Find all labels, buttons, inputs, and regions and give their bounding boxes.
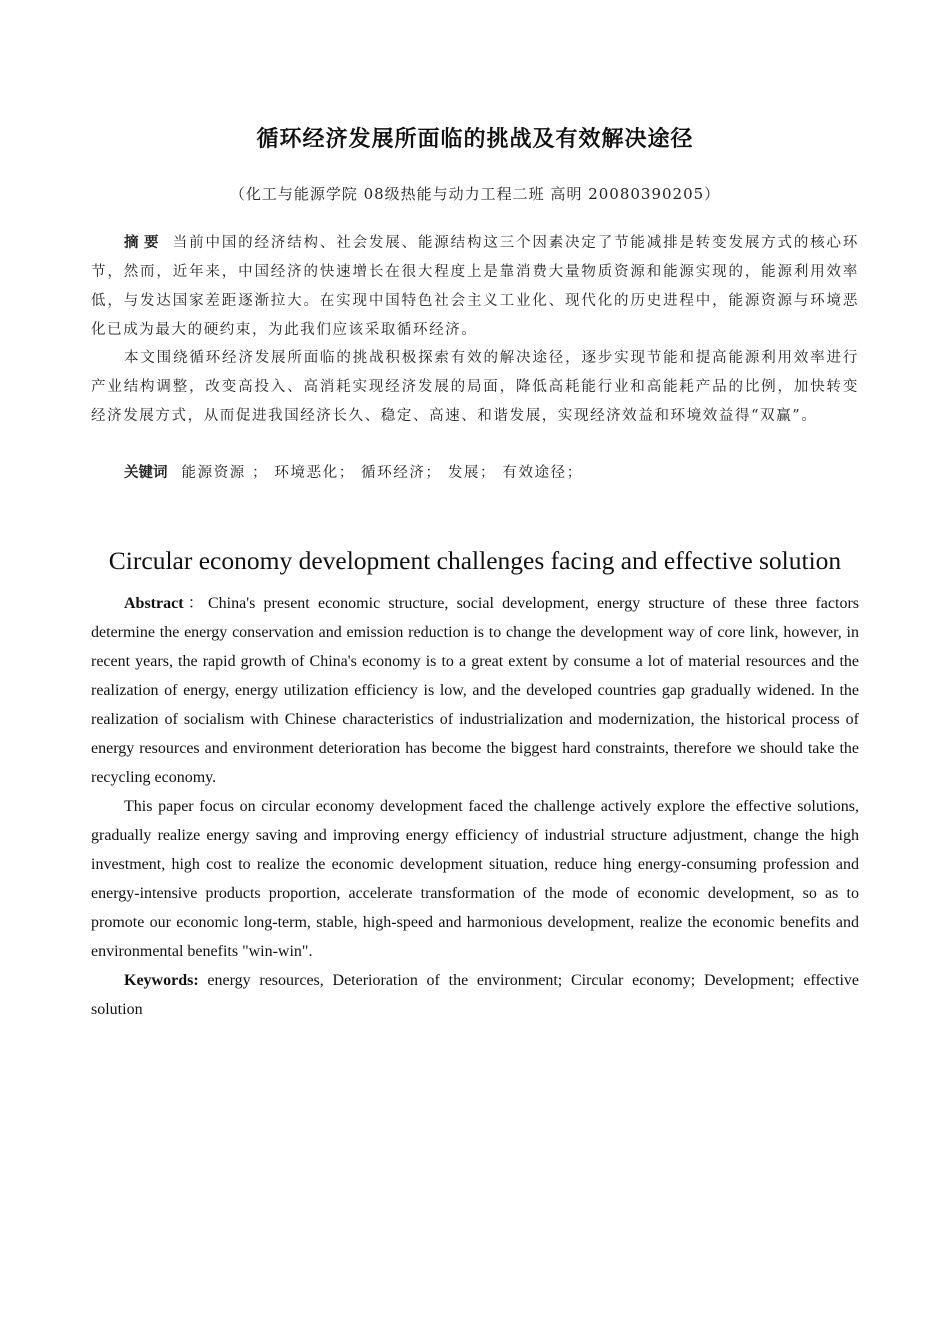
chinese-abstract-paragraph-1 <box>91 229 859 345</box>
english-abstract-separator: ： <box>183 595 208 612</box>
chinese-abstract-text-1: 当前中国的经济结构、社会发展、能源结构这三个因素决定了节能减排是转变发展方式的核心环节，然而，近年来，中国经济的快速增长在很大程度上是靠消费大量物质资源和能源实现的，能源利用效率低，与发达国家差距逐渐拉大。在实现中国特色社会主义工业化、现代化的历史进程中，能源资源与环境恶化已成为最大的硬约束，为此我们应该采取循环经济。 <box>91 235 859 338</box>
chinese-abstract-label: 摘 要 <box>124 235 159 251</box>
english-abstract-paragraph-1 <box>91 589 859 792</box>
english-keywords <box>91 966 859 1024</box>
author-line: （化工与能源学院 08级热能与动力工程二班 高明 20080390205） <box>229 185 721 203</box>
chinese-keywords-label: 关键词 <box>124 465 168 481</box>
chinese-title: 循环经济发展所面临的挑战及有效解决途径 <box>256 127 694 152</box>
chinese-abstract-paragraph-2: 本文围绕循环经济发展所面临的挑战积极探索有效的解决途径，逐步实现节能和提高能源利用效率进行产业结构调整，改变高投入、高消耗实现经济发展的局面，降低高耗能行业和高能耗产品的比例，加快转变经济发展方式，从而促进我国经济长久、稳定、高速、和谐发展，实现经济效益和环境效益得“双赢”。 <box>91 350 859 424</box>
chinese-keywords-text: 能源资源 ； 环境恶化； 循环经济； 发展； 有效途径； <box>181 465 583 481</box>
english-abstract-label: Abstract <box>124 595 184 612</box>
english-keywords-label: Keywords: <box>124 972 199 989</box>
english-abstract-paragraph-2: This paper focus on circular economy development faced the challenge actively explore the effective solutions, gradually realize energy saving and improving energy efficiency of industrial structure adjustment, change the high investment, high cost to realize the economic development situation, reduce hing energy-consuming profession and energy-intensive products proportion, accelerate transformation of the mode of economic development, so as to promote our economic long-term, stable, high-speed and harmonious development, realize the economic benefits and environmental benefits "win-win". <box>91 798 859 960</box>
english-keywords-text: energy resources, Deterioration of the environment; Circular economy; Development; effective solution <box>91 972 859 1018</box>
english-title: Circular economy development challenges facing and effective solution <box>108 546 842 575</box>
chinese-keywords <box>91 459 859 488</box>
english-abstract-text-1: China's present economic structure, social development, energy structure of these three factors determine the energy conservation and emission reduction is to change the development way of core link, however, in recent years, the rapid growth of China's economy is to a great extent by consume a lot of material resources and the realization of energy, energy utilization efficiency is low, and the developed countries gap gradually widened. In the realization of socialism with Chinese characteristics of industrialization and modernization, the historical process of energy resources and environment deterioration has become the biggest hard constraints, therefore we should take the recycling economy. <box>91 595 859 786</box>
